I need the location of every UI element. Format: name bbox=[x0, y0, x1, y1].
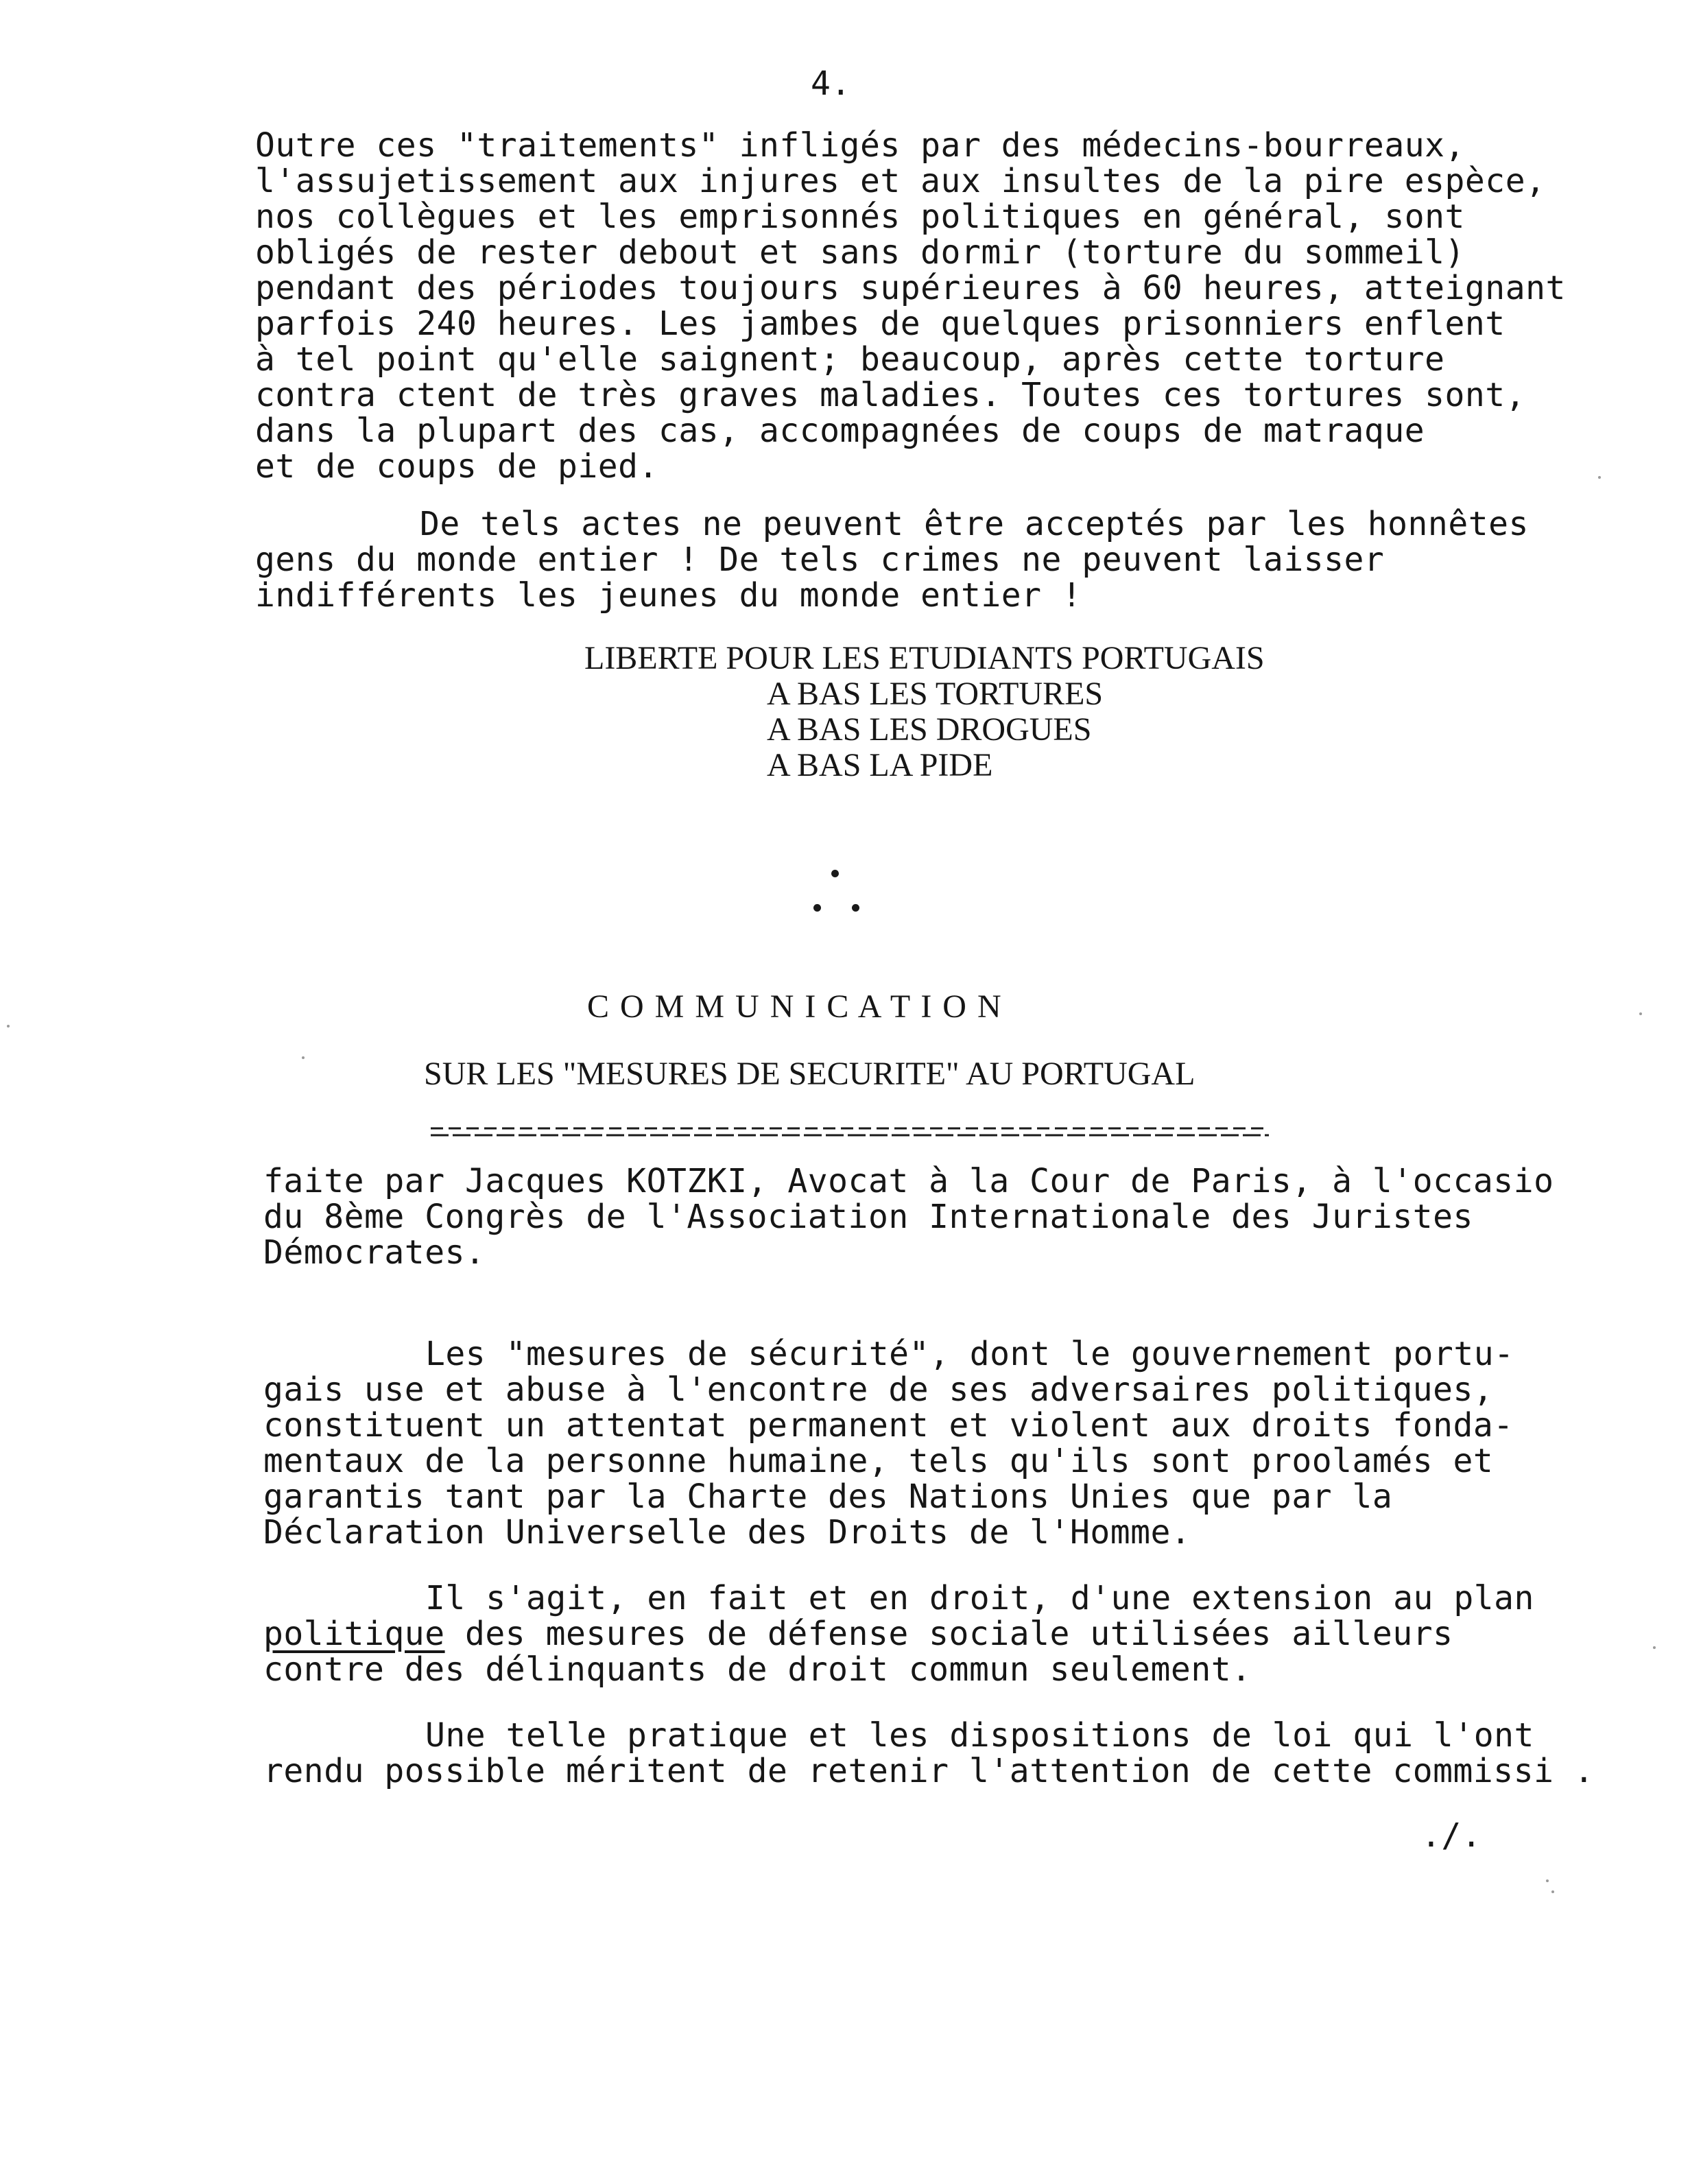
text-line: constituent un attentat permanent et violent aux droits fonda- bbox=[263, 1406, 1514, 1445]
text-line: obligés de rester debout et sans dormir (torture du sommeil) bbox=[255, 233, 1465, 272]
scan-speck bbox=[7, 1025, 10, 1028]
text-line: l'assujetissement aux injures et aux insultes de la pire espèce, bbox=[255, 162, 1546, 200]
text-line: à tel point qu'elle saignent; beaucoup, après cette torture bbox=[255, 340, 1445, 379]
text-line bbox=[263, 1616, 1453, 1652]
section-subheading: SUR LES "MESURES DE SECURITE" AU PORTUGAL bbox=[424, 1056, 1195, 1092]
text-line: gens du monde entier ! De tels crimes ne peuvent laisser bbox=[255, 541, 1385, 579]
text-line: gais use et abuse à l'encontre de ses adversaires politiques, bbox=[263, 1370, 1494, 1409]
scan-speck bbox=[302, 1056, 305, 1059]
text-line: Déclaration Universelle des Droits de l'Homme. bbox=[263, 1513, 1191, 1552]
text-line: rendu possible méritent de retenir l'attention de cette commissi . bbox=[263, 1752, 1595, 1790]
text-line: Démocrates. bbox=[263, 1233, 486, 1272]
text-line: Une telle pratique et les dispositions de loi qui l'ont bbox=[425, 1716, 1534, 1755]
slogan-line: A BAS LES TORTURES bbox=[767, 676, 1104, 712]
slogan-line: LIBERTE POUR LES ETUDIANTS PORTUGAIS bbox=[584, 640, 1265, 676]
separator-dot bbox=[813, 904, 821, 912]
text-line: Outre ces "traitements" infligés par des médecins-bourreaux, bbox=[255, 126, 1465, 165]
subheading-double-rule bbox=[431, 1125, 1269, 1140]
page-number: 4. bbox=[811, 64, 851, 103]
separator-dot bbox=[831, 870, 839, 877]
text-line: De tels actes ne peuvent être acceptés par les honnêtes bbox=[420, 505, 1529, 543]
slogan-line: A BAS LES DROGUES bbox=[767, 711, 1092, 748]
scan-speck bbox=[1653, 1646, 1656, 1649]
scan-speck bbox=[1598, 476, 1601, 479]
text-line: Il s'agit, en fait et en droit, d'une extension au plan bbox=[425, 1579, 1534, 1617]
text-line: du 8ème Congrès de l'Association Internationale des Juristes bbox=[263, 1198, 1473, 1236]
scan-speck bbox=[1639, 1012, 1642, 1015]
underlined-word: politique bbox=[263, 1615, 445, 1653]
text-span: des mesures de défense sociale utilisées ailleurs bbox=[444, 1615, 1453, 1653]
text-line: dans la plupart des cas, accompagnées de coups de matraque bbox=[255, 412, 1425, 450]
text-line: et de coups de pied. bbox=[255, 447, 658, 486]
text-line: Les "mesures de sécurité", dont le gouvernement portu- bbox=[425, 1335, 1514, 1373]
continuation-mark: ./. bbox=[1421, 1816, 1482, 1855]
text-line: mentaux de la personne humaine, tels qu'ils sont proolamés et bbox=[263, 1442, 1494, 1480]
section-heading: C O M M U N I C A T I O N bbox=[587, 988, 1003, 1025]
slogan-line: A BAS LA PIDE bbox=[767, 747, 993, 783]
text-line: parfois 240 heures. Les jambes de quelques prisonniers enflent bbox=[255, 305, 1505, 343]
scan-speck bbox=[1551, 1890, 1554, 1893]
text-line: pendant des périodes toujours supérieures à 60 heures, atteignant bbox=[255, 269, 1566, 307]
text-line: contre des délinquants de droit commun seulement. bbox=[263, 1650, 1252, 1689]
text-line: faite par Jacques KOTZKI, Avocat à la Cour de Paris, à l'occasio bbox=[263, 1162, 1554, 1200]
scan-speck bbox=[1546, 1879, 1549, 1882]
text-line: indifférents les jeunes du monde entier ! bbox=[255, 576, 1082, 615]
text-line: garantis tant par la Charte des Nations Unies que par la bbox=[263, 1477, 1393, 1516]
separator-dot bbox=[852, 904, 859, 912]
text-line: contra ctent de très graves maladies. Toutes ces tortures sont, bbox=[255, 376, 1526, 414]
text-line: nos collègues et les emprisonnés politiques en général, sont bbox=[255, 198, 1465, 236]
